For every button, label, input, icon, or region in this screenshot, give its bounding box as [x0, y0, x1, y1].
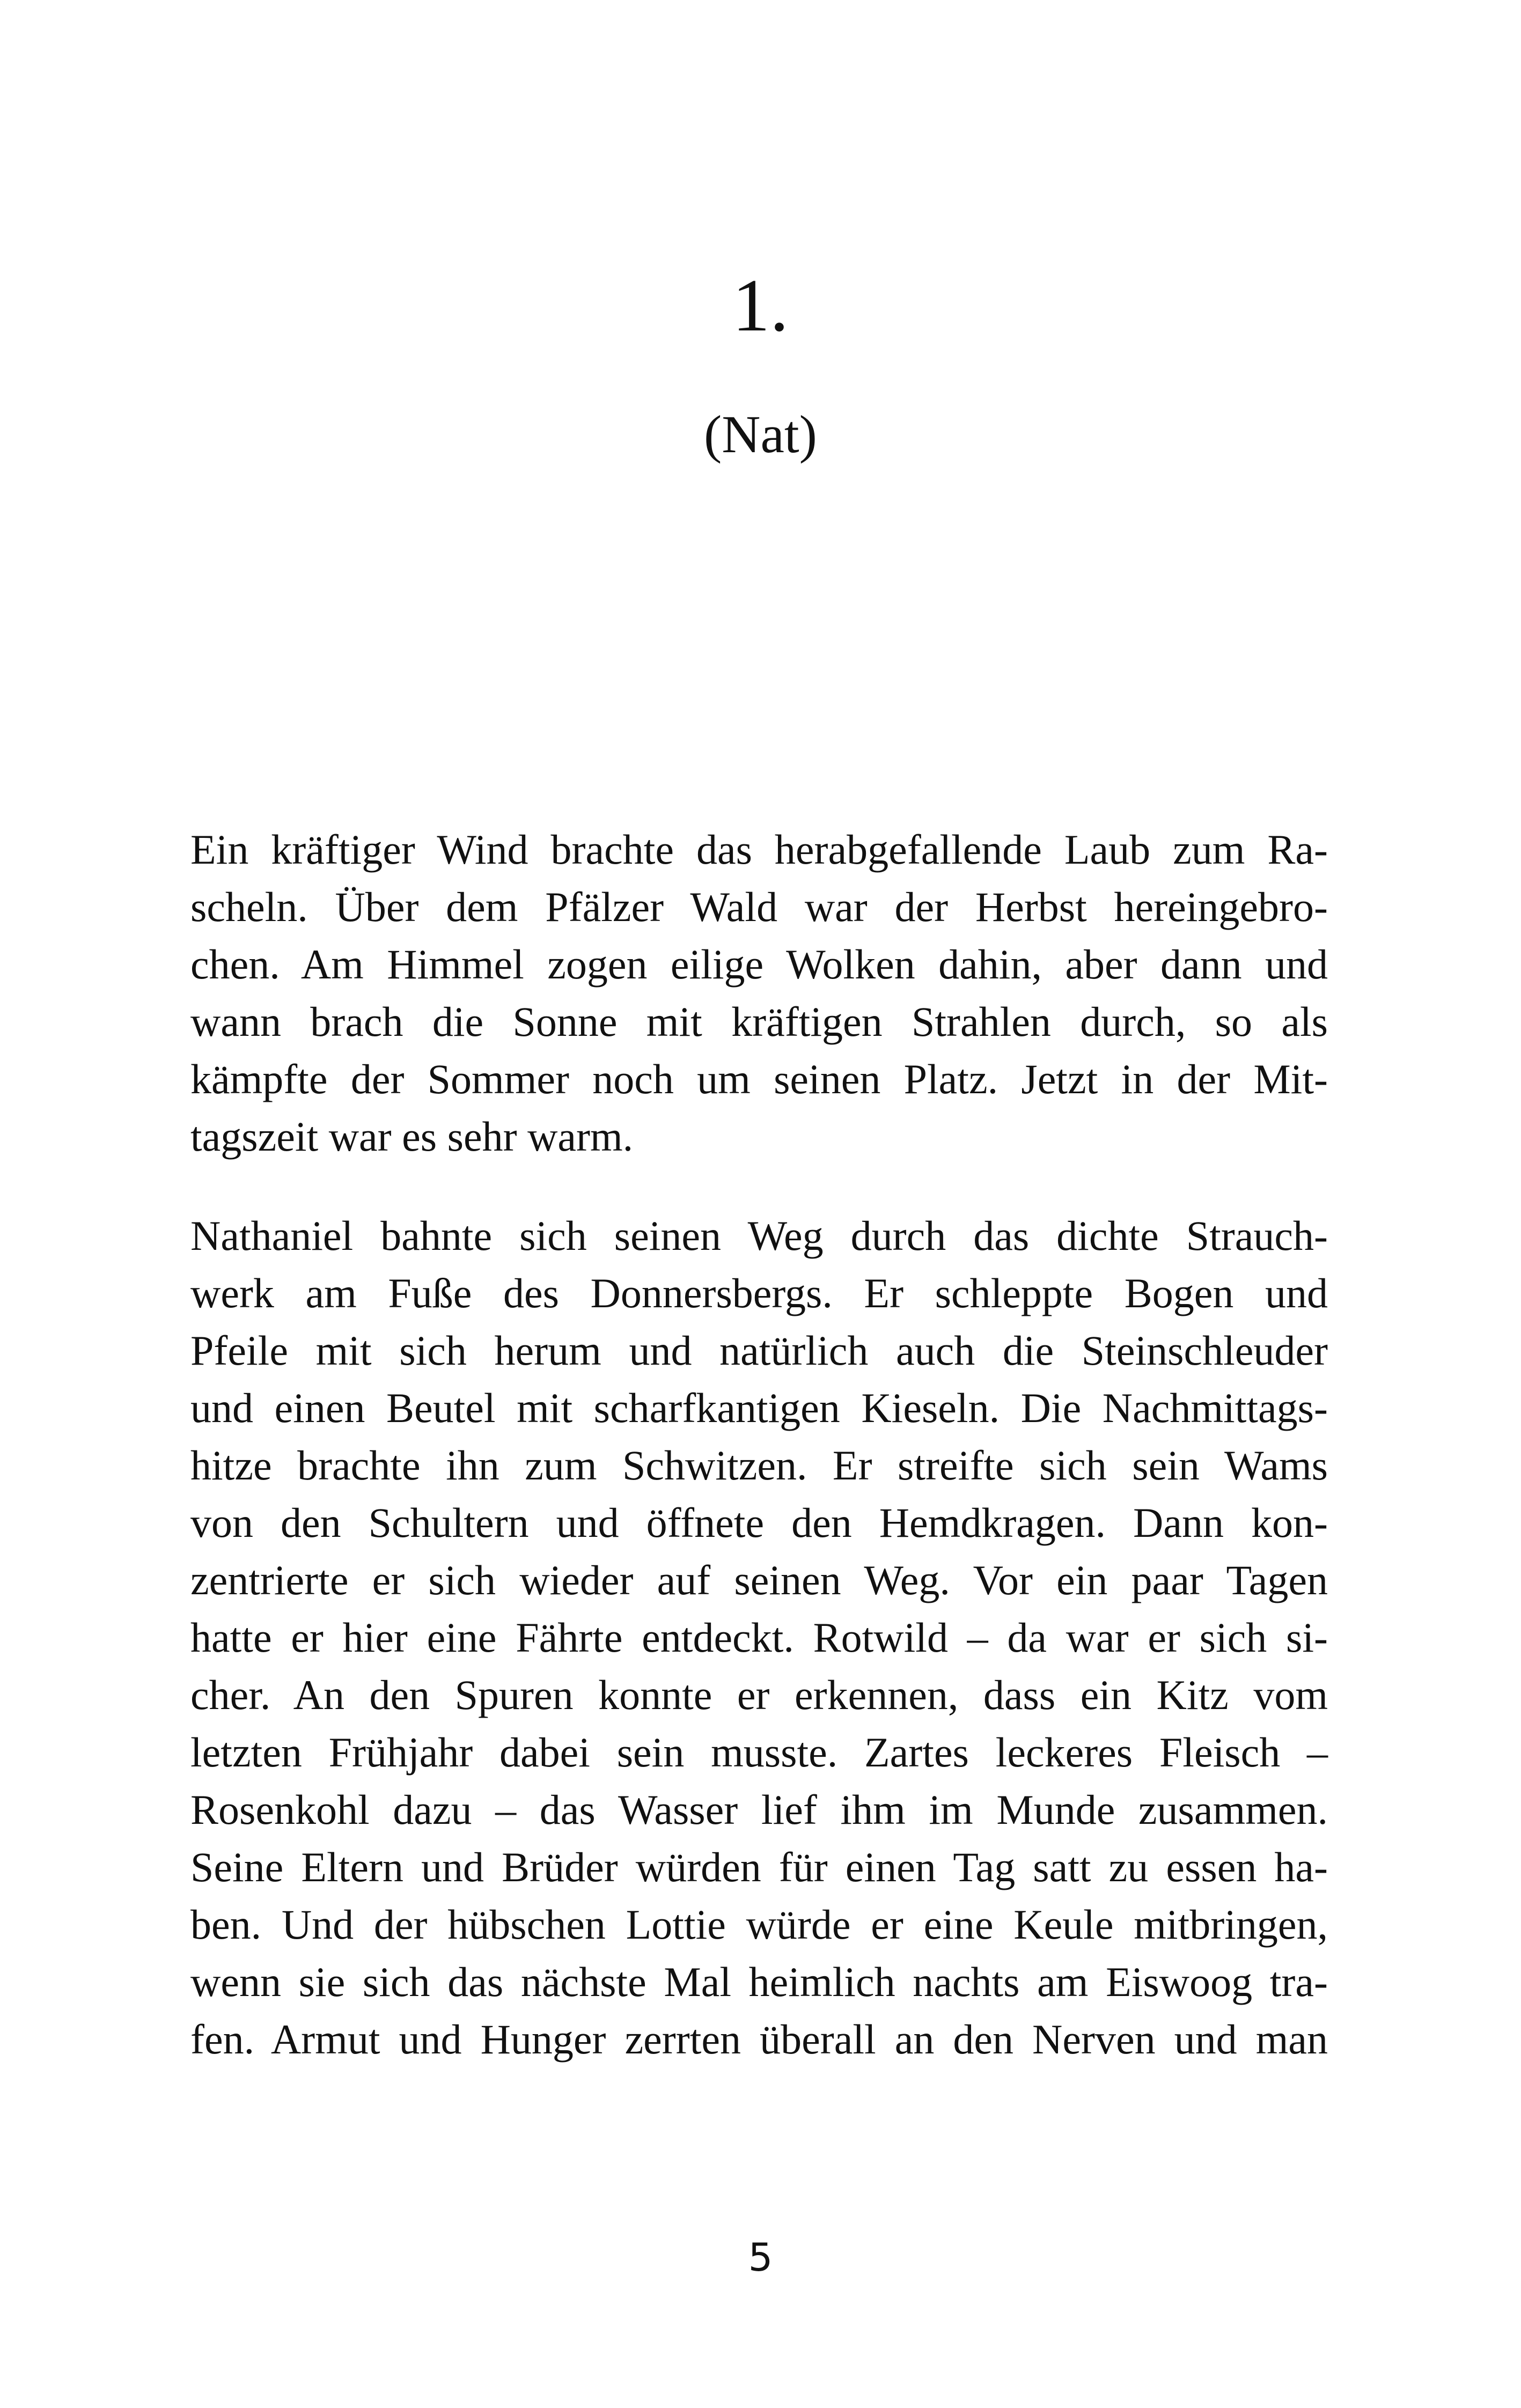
- body-text: [190, 821, 1328, 2110]
- text-line: von den Schultern und öffnete den Hemdkragen. Dann kon-: [190, 1499, 1328, 1546]
- text-line: Seine Eltern und Brüder würden für einen Tag satt zu essen ha-: [190, 1844, 1328, 1890]
- text-line: Rosenkohl dazu – das Wasser lief ihm im Munde zusammen.: [190, 1786, 1328, 1833]
- text-line: wann brach die Sonne mit kräftigen Strahlen durch, so als: [190, 998, 1328, 1045]
- text-line: ben. Und der hübschen Lottie würde er eine Keule mitbringen,: [190, 1901, 1328, 1948]
- text-line: und einen Beutel mit scharfkantigen Kieseln. Die Nachmittags-: [190, 1385, 1328, 1431]
- text-line: werk am Fuße des Donnersbergs. Er schleppte Bogen und: [190, 1270, 1328, 1316]
- text-line: fen. Armut und Hunger zerrten überall an den Nerven und man: [190, 2016, 1328, 2063]
- text-line: Pfeile mit sich herum und natürlich auch die Steinschleuder: [190, 1327, 1328, 1374]
- text-line: Nathaniel bahnte sich seinen Weg durch das dichte Strauch-: [190, 1212, 1328, 1259]
- chapter-number: 1.: [732, 264, 789, 347]
- text-line: hitze brachte ihn zum Schwitzen. Er streifte sich sein Wams: [190, 1442, 1328, 1489]
- paragraph-1: [190, 821, 1328, 1165]
- text-line: scheln. Über dem Pfälzer Wald war der Herbst hereingebro-: [190, 883, 1328, 930]
- text-line: letzten Frühjahr dabei sein musste. Zartes leckeres Fleisch –: [190, 1729, 1328, 1776]
- text-line: tagszeit war es sehr warm.: [190, 1113, 634, 1160]
- text-line: Ein kräftiger Wind brachte das herabgefallende Laub zum Ra-: [190, 826, 1328, 873]
- text-line: wenn sie sich das nächste Mal heimlich nachts am Eiswoog tra-: [190, 1958, 1328, 2005]
- text-line: chen. Am Himmel zogen eilige Wolken dahin, aber dann und: [190, 941, 1328, 988]
- page-number: 5: [748, 2235, 773, 2280]
- text-line: hatte er hier eine Fährte entdeckt. Rotwild – da war er sich si-: [190, 1614, 1328, 1661]
- chapter-subtitle: (Nat): [704, 404, 817, 464]
- text-line: cher. An den Spuren konnte er erkennen, dass ein Kitz vom: [190, 1671, 1328, 1718]
- text-line: kämpfte der Sommer noch um seinen Platz. Jetzt in der Mit-: [190, 1056, 1328, 1102]
- text-line: zentrierte er sich wieder auf seinen Weg. Vor ein paar Tagen: [190, 1557, 1328, 1603]
- paragraph-2: [190, 1207, 1328, 2068]
